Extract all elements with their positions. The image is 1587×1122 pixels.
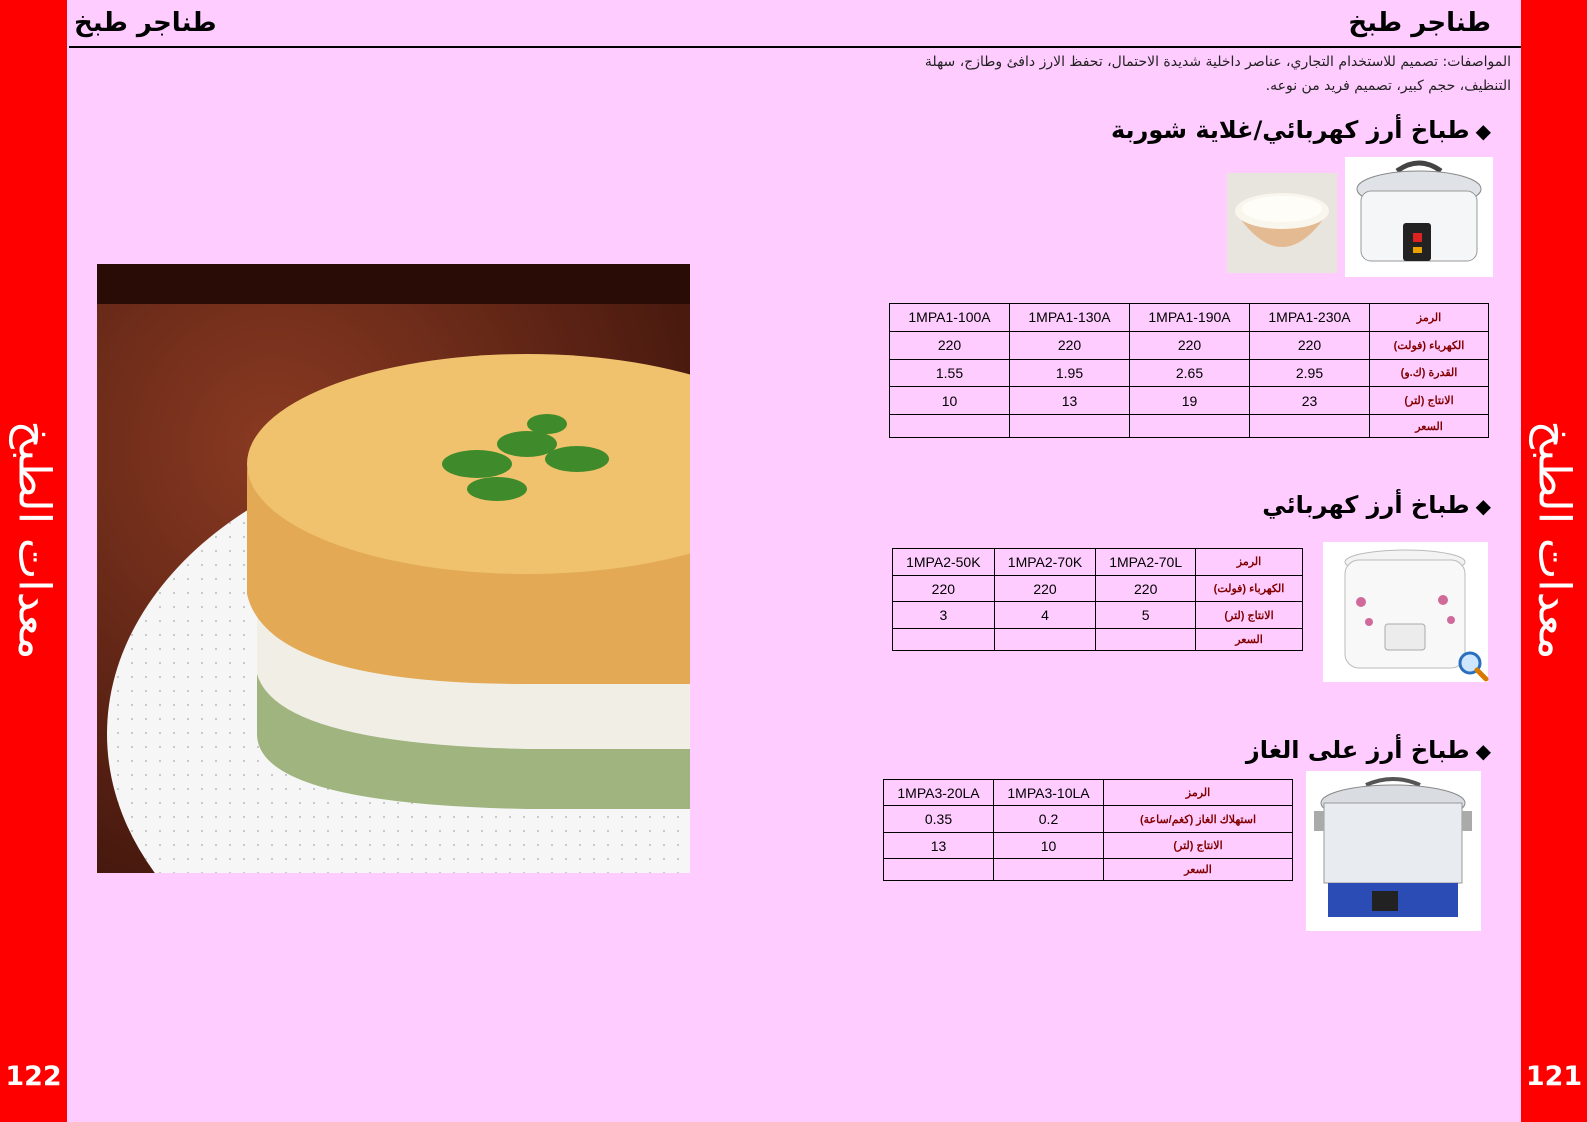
page-title-left: طناجر طبخ xyxy=(74,8,217,38)
specs-table-3 xyxy=(883,779,1293,881)
table-cell: 220 xyxy=(1250,331,1370,359)
table-cell: 220 xyxy=(890,331,1010,359)
table-cell: 13 xyxy=(1010,387,1130,415)
table-cell xyxy=(890,415,1010,438)
table-cell: 1MPA2-50K xyxy=(893,549,995,576)
table-cell: 220 xyxy=(893,575,995,602)
table-cell: 1MPA3-10LA xyxy=(994,780,1104,806)
row-label: الانتاج (لتر) xyxy=(1104,832,1293,858)
table-cell xyxy=(1096,629,1196,651)
page-number-left: 122 xyxy=(5,1061,62,1092)
row-label: الكهرباء (فولت) xyxy=(1370,331,1489,359)
table-cell: 2.95 xyxy=(1250,359,1370,387)
table-cell: 1MPA1-230A xyxy=(1250,304,1370,332)
table-cell xyxy=(1010,415,1130,438)
table-row xyxy=(893,602,1303,629)
table-cell xyxy=(994,859,1104,881)
row-label: الانتاج (لتر) xyxy=(1196,602,1303,629)
table-row xyxy=(893,575,1303,602)
table-cell: 1MPA2-70K xyxy=(994,549,1096,576)
specs-table-2 xyxy=(892,548,1303,651)
table-row xyxy=(893,549,1303,576)
table-cell: 220 xyxy=(994,575,1096,602)
table-cell xyxy=(1250,415,1370,438)
table-row xyxy=(890,304,1489,332)
rice-dish-photo xyxy=(97,264,690,873)
table-cell: 220 xyxy=(1010,331,1130,359)
table-row xyxy=(893,629,1303,651)
row-label: الانتاج (لتر) xyxy=(1370,387,1489,415)
table-row xyxy=(884,806,1293,832)
table-row xyxy=(890,415,1489,438)
specs-table-1 xyxy=(889,303,1489,438)
table-cell: 220 xyxy=(1096,575,1196,602)
table-cell: 1.55 xyxy=(890,359,1010,387)
table-cell xyxy=(884,859,994,881)
table-row xyxy=(890,359,1489,387)
electric-rice-cooker-photo xyxy=(1345,157,1493,277)
table-row xyxy=(890,387,1489,415)
row-label: الرمز xyxy=(1370,304,1489,332)
table-cell: 10 xyxy=(890,387,1010,415)
table-cell: 1MPA1-100A xyxy=(890,304,1010,332)
gas-rice-cooker-photo xyxy=(1306,771,1481,931)
specifications-text xyxy=(831,50,1511,98)
row-label: استهلاك الغاز (كغم/ساعة) xyxy=(1104,806,1293,832)
row-label: الرمز xyxy=(1104,780,1293,806)
table-row xyxy=(884,780,1293,806)
table-cell: 2.65 xyxy=(1130,359,1250,387)
side-title-left: معدات الطبخ xyxy=(8,420,59,660)
table-cell: 1MPA2-70L xyxy=(1096,549,1196,576)
row-label: الكهرباء (فولت) xyxy=(1196,575,1303,602)
table-row xyxy=(884,859,1293,881)
page-title-right: طناجر طبخ xyxy=(1348,8,1491,38)
table-cell: 1MPA1-130A xyxy=(1010,304,1130,332)
table-row xyxy=(884,832,1293,858)
table-cell: 220 xyxy=(1130,331,1250,359)
diamond-bullet-icon: ◆ xyxy=(1475,494,1491,518)
row-label: القدرة (ك.و) xyxy=(1370,359,1489,387)
section-title-3: ◆طباخ أرز على الغاز xyxy=(1245,736,1491,764)
diamond-bullet-icon: ◆ xyxy=(1475,119,1491,143)
page-number-right: 121 xyxy=(1525,1061,1583,1092)
table-cell: 13 xyxy=(884,832,994,858)
table-cell xyxy=(893,629,995,651)
table-cell: 0.35 xyxy=(884,806,994,832)
table-cell: 4 xyxy=(994,602,1096,629)
table-cell xyxy=(994,629,1096,651)
header-rule xyxy=(69,46,1521,48)
diamond-bullet-icon: ◆ xyxy=(1475,739,1491,763)
table-cell xyxy=(1130,415,1250,438)
right-side-bar xyxy=(1521,0,1587,1122)
magnifier-icon[interactable] xyxy=(1455,648,1489,682)
row-label: السعر xyxy=(1370,415,1489,438)
rice-bowl-photo xyxy=(1227,173,1337,273)
section-title-2: ◆طباخ أرز كهربائي xyxy=(1262,491,1491,519)
table-cell: 1.95 xyxy=(1010,359,1130,387)
table-row xyxy=(890,331,1489,359)
specs-line-1: المواصفات: تصميم للاستخدام التجاري، عناصر داخلية شديدة الاحتمال، تحفظ الارز دافئ وطازج، سهلة xyxy=(924,54,1511,70)
row-label: الرمز xyxy=(1196,549,1303,576)
table-cell: 23 xyxy=(1250,387,1370,415)
table-cell: 1MPA3-20LA xyxy=(884,780,994,806)
table-cell: 19 xyxy=(1130,387,1250,415)
table-cell: 1MPA1-190A xyxy=(1130,304,1250,332)
specs-line-2: التنظيف، حجم كبير، تصميم فريد من نوعه. xyxy=(1265,78,1511,94)
table-cell: 3 xyxy=(893,602,995,629)
side-title-right: معدات الطبخ xyxy=(1528,420,1580,660)
row-label: السعر xyxy=(1196,629,1303,651)
left-side-bar xyxy=(0,0,67,1122)
row-label: السعر xyxy=(1104,859,1293,881)
table-cell: 10 xyxy=(994,832,1104,858)
table-cell: 5 xyxy=(1096,602,1196,629)
table-cell: 0.2 xyxy=(994,806,1104,832)
section-title-1: ◆طباخ أرز كهربائي/غلاية شوربة xyxy=(1110,116,1491,144)
